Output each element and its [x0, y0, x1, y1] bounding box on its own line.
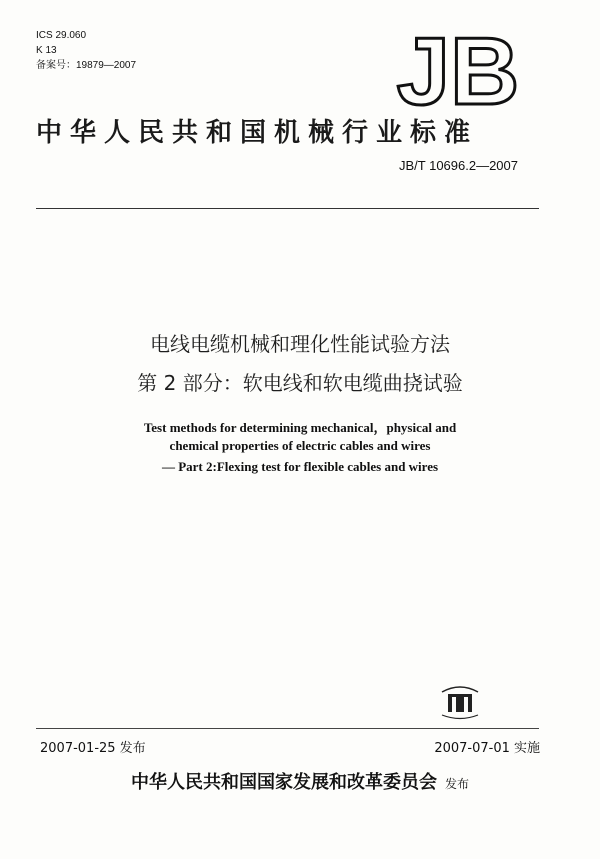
standard-number: JB/T 10696.2—2007 — [398, 158, 518, 173]
ics-code: ICS 29.060 — [36, 30, 87, 41]
ccs-code: K 13 — [36, 45, 57, 56]
cn-title-line-2: 第 2 部分：软电线和软电缆曲挠试验 — [137, 371, 463, 395]
jb-logo — [382, 26, 534, 114]
en-title-line-1: Test methods for determining mechanical，physical and — [143, 420, 457, 435]
en-title-line-3: — Part 2:Flexing test for flexible cables and wires — [161, 459, 439, 474]
publisher-logo-icon — [436, 682, 484, 722]
cn-title-line-1: 电线电缆机械和理化性能试验方法 — [150, 332, 450, 356]
standard-title: 中华人民共和国机械行业标准 — [36, 118, 479, 148]
en-title-line-2: chemical properties of electric cables and wires — [169, 438, 431, 453]
issuer-name: 中华人民共和国国家发展和改革委员会 — [130, 772, 437, 793]
implementation-date: 2007-07-01 实施 — [434, 741, 540, 756]
record-number: 备案号：19879—2007 — [36, 60, 137, 71]
issuing-authority — [0, 768, 600, 794]
publish-label: 发布 — [444, 777, 469, 791]
header-divider — [36, 208, 539, 209]
footer-divider — [36, 728, 539, 729]
issue-date: 2007-01-25 发布 — [40, 741, 146, 756]
jb-logo-text: JB — [396, 26, 520, 114]
